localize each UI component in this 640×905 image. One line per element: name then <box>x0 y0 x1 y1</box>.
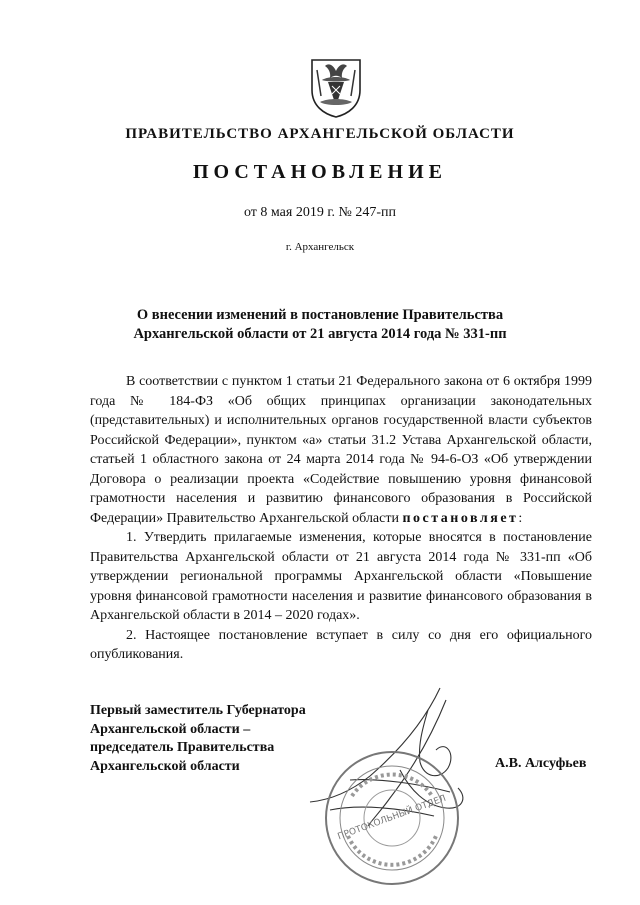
position-line-4: Архангельской области <box>90 758 240 774</box>
city: г. Архангельск <box>285 241 355 253</box>
government-title: ПРАВИТЕЛЬСТВО АРХАНГЕЛЬСКОЙ ОБЛАСТИ <box>125 126 515 142</box>
item-2: 2. Настоящее постановление вступает в силу со дня его официального опубликования. <box>90 627 592 662</box>
subject-line-1: О внесении изменений в постановление Правительства <box>136 307 504 323</box>
intro-paragraph <box>90 372 592 528</box>
intro-text: В соответствии с пунктом 1 статьи 21 Федерального закона от 6 октября 1999 года № 184-ФЗ «Об общих принципах организации законодательных (представительных) и исполнительных органов государственной власти субъектов Российской Федерации», пунктом «а» статьи 31.2 Устава Архангельской области, статьей 1 областного закона от 24 марта 2014 года № 94-6-ОЗ «Об утверждении Договора о реализации проекта «Содействие повышению уровня финансовой грамотности населения и развитию финансового образования в Российской Федерации» Правительство Архангельской области <box>90 374 592 526</box>
official-stamp <box>322 748 462 888</box>
resolves-word: постановляет <box>402 510 519 526</box>
position-line-1: Первый заместитель Губернатора <box>90 703 306 718</box>
coat-of-arms-icon <box>308 56 364 118</box>
resolves-colon: : <box>518 510 523 526</box>
signatory-name: А.В. Алсуфьев <box>495 756 587 771</box>
document-subject <box>0 306 640 344</box>
position-line-2: Архангельской области – <box>90 721 251 737</box>
subject-line-2: Архангельской области от 21 августа 2014 года № 331-пп <box>133 326 507 342</box>
document-type-title: ПОСТАНОВЛЕНИЕ <box>193 161 447 183</box>
document-body <box>90 372 592 665</box>
date-number: от 8 мая 2019 г. № 247-пп <box>243 205 397 220</box>
position-line-3: председатель Правительства <box>90 740 275 755</box>
stamp-text: ПРОТОКОЛЬНЫЙ ОТДЕЛ <box>336 793 448 843</box>
item-1: 1. Утвердить прилагаемые изменения, которые вносятся в постановление Правительства Архангельской области от 21 августа 2014 года № 331-пп «Об утверждении региональной программы Архангельской области «Повышение уровня финансовой грамотности населения и развитие финансового образования в Архангельской области в 2014 – 2020 годах». <box>90 530 592 623</box>
